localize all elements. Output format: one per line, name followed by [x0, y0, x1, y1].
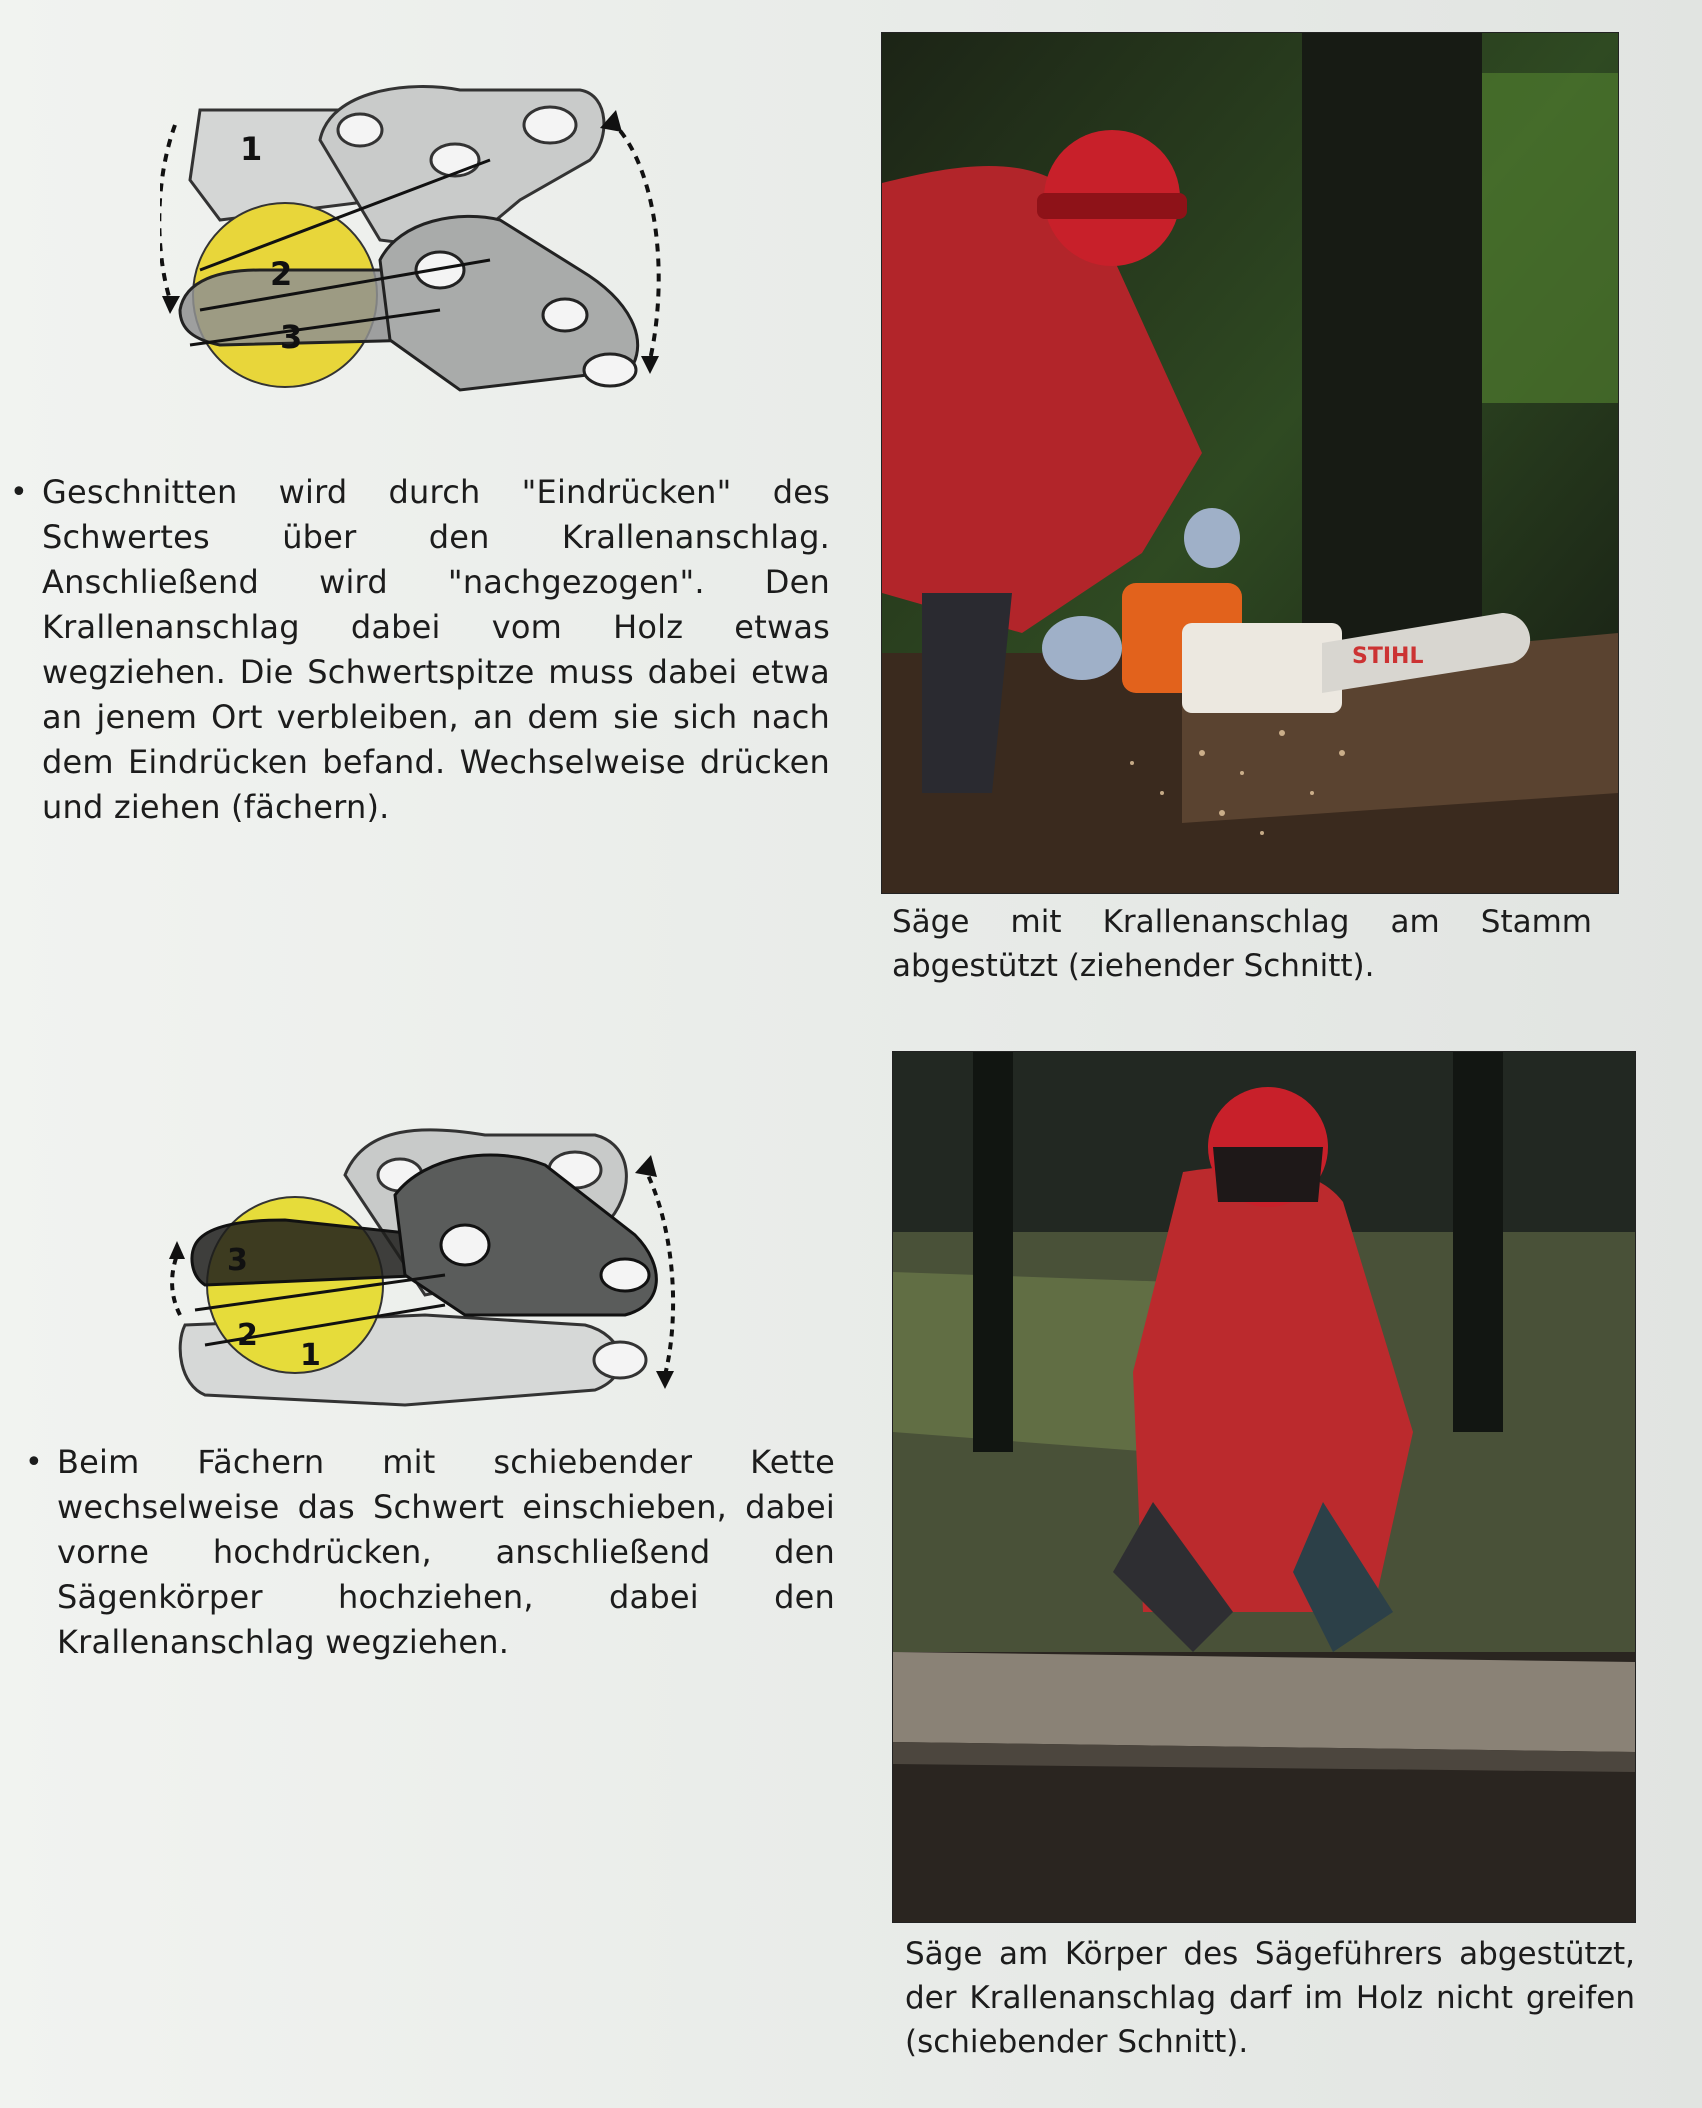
- diagram-label-1: 1: [300, 1338, 321, 1373]
- pulling-cut-diagram: [160, 70, 680, 430]
- diagram-label-3: 3: [227, 1243, 248, 1278]
- diagram-label-1: 1: [240, 130, 263, 168]
- instruction-text: Beim Fächern mit schiebender Kette wechselweise das Schwert einschieben, dabei vorne hochdrücken, anschließend den Sägenkörper hochziehen, dabei den Krallenanschlag wegziehen.: [57, 1443, 835, 1661]
- left-motion-arrow: [172, 1255, 180, 1315]
- instruction-text: Geschnitten wird durch "Eindrücken" des Schwertes über den Krallenanschlag. Anschließend wird "nachgezogen". Den Krallenanschlag dabei vom Holz etwas wegziehen. Die Schwertspitze muss dabei etwa an jenem Ort verbleiben, an dem sie sich nach dem Eindrücken befand. Wechselweise drücken und ziehen (fächern).: [42, 473, 830, 826]
- photo-caption-2: Säge am Körper des Sägeführers abgestützt, der Krallenanschlag darf im Holz nicht greifen (schiebender Schnitt).: [905, 1936, 1635, 2060]
- saw-brand-label: STIHL: [1352, 644, 1424, 669]
- diagram-label-3: 3: [280, 318, 303, 356]
- bullet: •: [25, 1445, 43, 1480]
- photo-caption-1: Säge mit Krallenanschlag am Stamm abgestützt (ziehender Schnitt).: [892, 904, 1592, 984]
- bullet: •: [10, 475, 28, 510]
- pulling-cut-photo: [882, 33, 1618, 893]
- pushing-cut-diagram: [165, 1115, 705, 1415]
- diagram-label-2: 2: [270, 255, 293, 293]
- diagram-label-2: 2: [237, 1318, 258, 1353]
- pulling-cut-instructions: [10, 470, 830, 830]
- pushing-cut-photo: [893, 1052, 1635, 1922]
- left-motion-arrow: [160, 125, 175, 300]
- pushing-cut-instructions: [25, 1440, 835, 1665]
